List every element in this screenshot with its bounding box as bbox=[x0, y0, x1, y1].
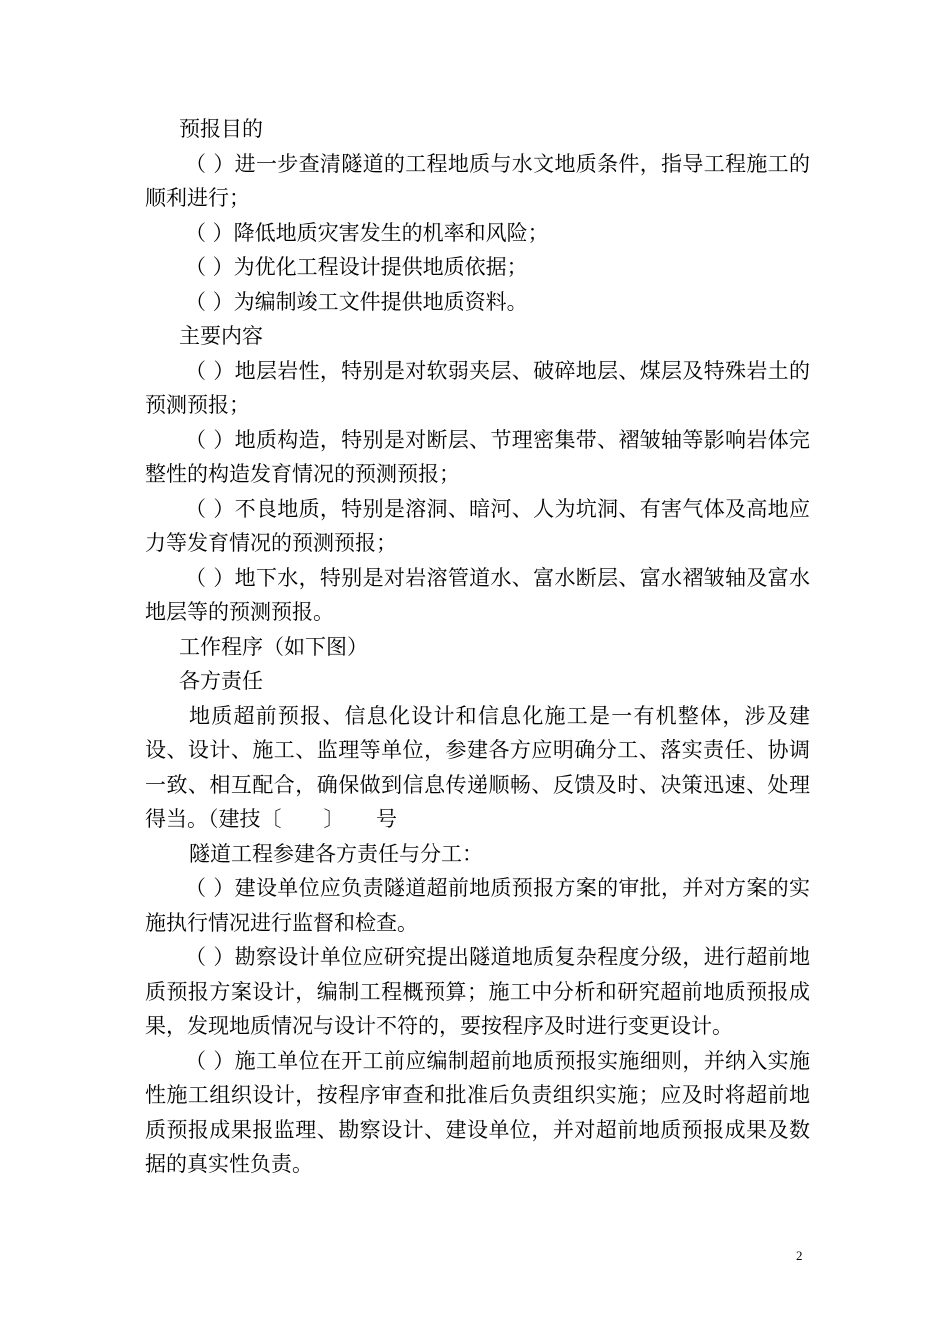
section-heading-content: 主要内容 bbox=[179, 324, 263, 348]
section-heading-purpose: 预报目的 bbox=[179, 117, 263, 141]
list-item: （ ）降低地质灾害发生的机率和风险； bbox=[185, 220, 549, 245]
list-item: （ ）为编制竣工文件提供地质资料。 bbox=[185, 289, 528, 314]
list-item: （ ）进一步查清隧道的工程地质与水文地质条件，指导工程施工的顺利进行； bbox=[145, 151, 810, 210]
responsibility-intro: 地质超前预报、信息化设计和信息化施工是一有机整体，涉及建设、设计、施工、监理等单位，参建各方应明确分工、落实责任、协调一致、相互配合，确保做到信息传递顺畅、反馈及时、决策迅速、处理得当。（建技〔 〕 号 bbox=[145, 703, 810, 831]
list-item: （ ）为优化工程设计提供地质依据； bbox=[185, 255, 528, 279]
list-item: （ ）勘察设计单位应研究提出隧道地质复杂程度分级，进行超前地质预报方案设计，编制工程概预算；施工中分析和研究超前地质预报成果，发现地质情况与设计不符的，要按程序及时进行变更设计。 bbox=[145, 945, 810, 1038]
list-item: （ ）地质构造，特别是对断层、节理密集带、褶皱轴等影响岩体完整性的构造发育情况的预测预报； bbox=[145, 427, 810, 486]
list-item: （ ）建设单位应负责隧道超前地质预报方案的审批，并对方案的实施执行情况进行监督和检查。 bbox=[145, 876, 810, 935]
responsibility-subheading: 隧道工程参建各方责任与分工： bbox=[189, 841, 483, 866]
section-heading-procedure: 工作程序（如下图） bbox=[179, 634, 368, 659]
page-number: 2 bbox=[796, 1248, 803, 1263]
section-heading-responsibility: 各方责任 bbox=[179, 669, 263, 693]
list-item: （ ）地层岩性，特别是对软弱夹层、破碎地层、煤层及特殊岩土的预测预报； bbox=[145, 358, 810, 417]
list-item: （ ）施工单位在开工前应编制超前地质预报实施细则，并纳入实施性施工组织设计，按程序审查和批准后负责组织实施；应及时将超前地质预报成果报监理、勘察设计、建设单位，并对超前地质预报成果及数据的真实性负责。 bbox=[145, 1048, 810, 1176]
list-item: （ ）不良地质，特别是溶洞、暗河、人为坑洞、有害气体及高地应力等发育情况的预测预报； bbox=[145, 496, 810, 555]
list-item: （ ）地下水，特别是对岩溶管道水、富水断层、富水褶皱轴及富水地层等的预测预报。 bbox=[145, 565, 810, 624]
document-body bbox=[145, 112, 810, 1182]
